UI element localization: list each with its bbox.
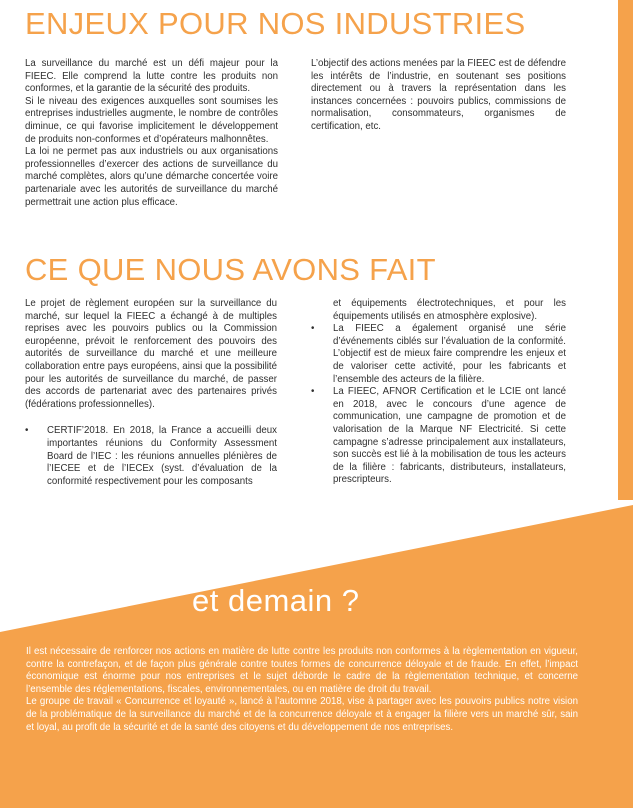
section-title-enjeux: ENJEUX POUR NOS INDUSTRIES	[25, 6, 526, 41]
bullet-icon: •	[25, 425, 29, 437]
paragraph: Si le niveau des exigences auxquelles sont soumises les entreprises industrielles augmente, le nombre de contrôles diminue, ce qui favorise implicitement le développement de produits non-conformes et d’opérateurs malhonnêtes.	[25, 95, 278, 145]
list-item-text: La FIEEC a également organisé une série d’événements ciblés sur l’évaluation de la conformité. L’objectif est de mieux faire comprendre les enjeux et de valoriser cette activité, pour les fabricants et l’ensemble des acteurs de la filière.	[333, 323, 566, 385]
paragraph: L’objectif des actions menées par la FIEEC est de défendre les intérêts de l’industrie, en soutenant ses positions directement ou à travers la représentation dans les instances concernées : pouvoirs publics, commissions de normalisation, consommateurs, organismes de certification, etc.	[311, 58, 566, 132]
paragraph: Il est nécessaire de renforcer nos actions en matière de lutte contre les produits non conformes à la règlementation en vigueur, contre la contrefaçon, et de façon plus générale contre toutes formes de concurrence déloyale et de fraude. En effet, l’impact économique est énorme pour nos entreprises et le sujet déborde le cadre de la règlementation technique, et concerne l’ensemble des réglementations, fiscales, environnementales, ou en matière de droit du travail.	[26, 646, 578, 695]
paragraph: La loi ne permet pas aux industriels ou aux organisations professionnelles d’exercer des actions de surveillance du marché complètes, alors qu’une démarche concertée voire partenariale avec les autorités de surveillance du marché permettrait une action plus efficace.	[25, 146, 278, 208]
list-item-continuation: et équipements électrotechniques, et pour les équipements utilisés en atmosphère explosive).	[333, 298, 566, 322]
demain-text-block	[26, 646, 578, 734]
list-item-text: CERTIF’2018. En 2018, la France a accueilli deux importantes réunions du Conformity Assessment Board de l’IEC : les réunions annuelles plénières de l’IECEE et de l’IECEx (syst. d’évaluation de la conformité respectivement pour les composants	[47, 425, 277, 487]
bullet-icon: •	[311, 323, 315, 335]
section-title-demain: et demain ?	[192, 583, 360, 618]
bullet-icon: •	[311, 386, 315, 398]
paragraph: Le projet de règlement européen sur la surveillance du marché, sur lequel la FIEEC a échangé à de multiples reprises avec les pouvoirs publics ou la Commission européenne, prévoit le renforcement des pouvoirs des autorités de surveillance du marché et une meilleure collaboration entre pays européens, ainsi que la possibilité pour les autorités de surveillance du marché, de passer des accords de partenariat avec des partenaires privés (fédérations professionnelles).	[25, 298, 277, 410]
paragraph: Le groupe de travail « Concurrence et loyauté », lancé à l’automne 2018, vise à partager avec les pouvoirs publics notre vision de la problématique de la surveillance du marché et de la concurrence déloyale et à engager la filière vers un marché sûr, sain et loyal, au profit de la sécurité et de la santé des citoyens et du développement de nos entreprises.	[26, 696, 578, 733]
paragraph: La surveillance du marché est un défi majeur pour la FIEEC. Elle comprend la lutte contre les produits non conformes, et la garantie de la sécurité des produits.	[25, 58, 278, 95]
list-item-text: La FIEEC, AFNOR Certification et le LCIE ont lancé en 2018, avec le concours d’une agence de communication, une campagne de promotion et de valorisation de la Marque NF Electricité. Si cette campagne s’adresse principalement aux installateurs, son succès est lié à la mobilisation de tous les acteurs de la filière : fabricants, distributeurs, installateurs, prescripteurs.	[333, 386, 566, 486]
section-title-fait: CE QUE NOUS AVONS FAIT	[25, 252, 436, 287]
